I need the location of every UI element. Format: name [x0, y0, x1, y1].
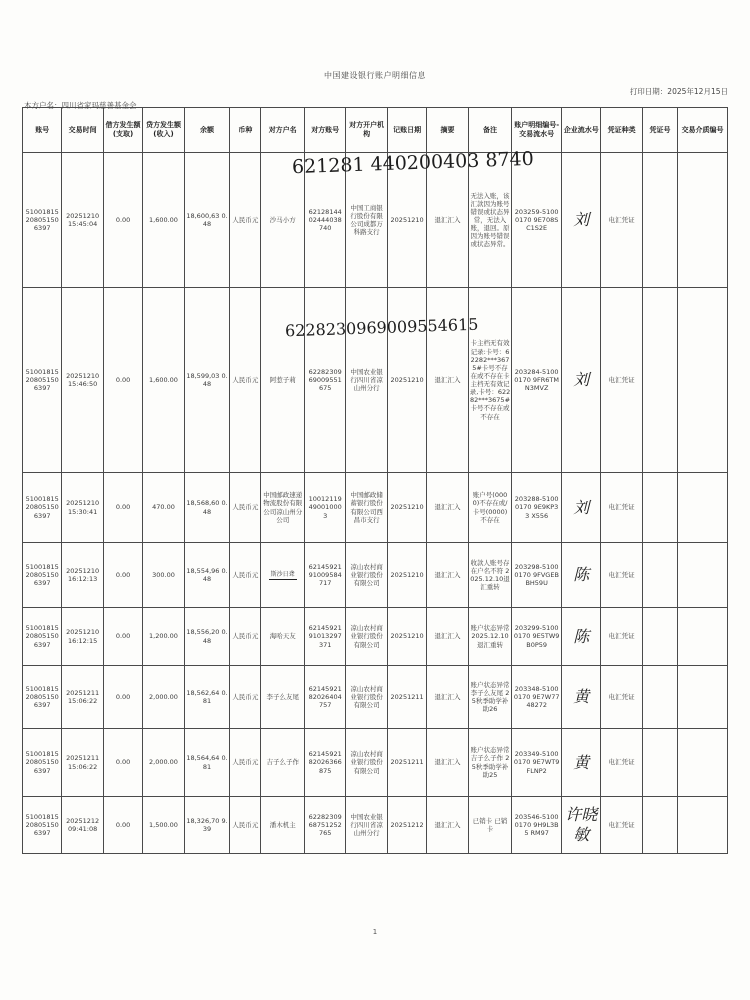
counterparty-account-cell: 62282309 68751252 765 — [304, 797, 345, 854]
debit-cell: 0.00 — [103, 797, 142, 854]
time-cell: 20251210 15:30:41 — [62, 473, 103, 543]
credit-cell: 1,600.00 — [143, 288, 184, 473]
handwritten-signature: 许晓敏 — [565, 805, 598, 844]
debit-cell: 0.00 — [103, 288, 142, 473]
table-row — [23, 473, 728, 543]
counterparty-bank-cell: 中国农业银行四川省凉山州分行 — [346, 797, 387, 854]
debit-cell: 0.00 — [103, 729, 142, 797]
page-number: 1 — [372, 928, 378, 936]
currency-cell: 人民币元 — [230, 608, 261, 666]
handwritten-signature: 刘 — [573, 210, 590, 229]
document-title: 中国建设银行账户明细信息 — [324, 71, 426, 80]
table-row — [23, 288, 728, 473]
detail-number-cell: 203546-51000170 9H9L3B5 RM97 — [512, 797, 562, 854]
balance-cell: 18,562,64 0.81 — [184, 666, 230, 729]
time-cell: 20251211 15:06:22 — [62, 729, 103, 797]
balance-cell: 18,554,96 0.48 — [184, 543, 230, 608]
column-header: 对方开户机构 — [346, 108, 387, 153]
voucher-type-cell: 电汇凭证 — [601, 543, 642, 608]
credit-cell: 2,000.00 — [143, 666, 184, 729]
account-cell: 51001815 20805150 6397 — [23, 729, 62, 797]
posting-date-cell: 20251210 — [387, 153, 426, 288]
handwritten-account-number: 6228230969009554615 — [284, 314, 479, 341]
column-header: 贷方发生额(收入) — [143, 108, 184, 153]
counterparty-account-cell: 62145921 82026366 875 — [304, 729, 345, 797]
counterparty-account-cell: 10012119 49001000 3 — [304, 473, 345, 543]
detail-number-cell: 203349-51000170 9E7WT9 FLNP2 — [512, 729, 562, 797]
detail-number-cell: 203288-51000170 9E9KP33 X556 — [512, 473, 562, 543]
voucher-type-cell: 电汇凭证 — [601, 729, 642, 797]
voucher-number-cell — [642, 543, 677, 608]
currency-cell: 人民币元 — [230, 797, 261, 854]
column-header: 凭证种类 — [601, 108, 642, 153]
counterparty-name-cell: 海哈天友 — [261, 608, 305, 666]
counterparty-bank-cell: 中国工商银行股份有限公司成都万科路支行 — [346, 153, 387, 288]
table-row — [23, 543, 728, 608]
voucher-number-cell — [642, 729, 677, 797]
currency-cell: 人民币元 — [230, 288, 261, 473]
balance-cell: 18,564,64 0.81 — [184, 729, 230, 797]
posting-date-cell: 20251210 — [387, 473, 426, 543]
detail-number-cell: 203348-51000170 9E7W77 48272 — [512, 666, 562, 729]
medium-number-cell — [678, 543, 728, 608]
handwritten-signature: 刘 — [573, 497, 590, 517]
posting-date-cell: 20251211 — [387, 729, 426, 797]
account-cell: 51001815 20805150 6397 — [23, 543, 62, 608]
enterprise-serial-cell — [562, 153, 601, 288]
balance-cell: 18,556,20 0.48 — [184, 608, 230, 666]
handwritten-signature: 刘 — [573, 370, 590, 389]
balance-cell: 18,568,60 0.48 — [184, 473, 230, 543]
counterparty-name-cell: 李子么友尾 — [261, 666, 305, 729]
debit-cell: 0.00 — [103, 666, 142, 729]
counterparty-bank-cell: 凉山农村商业银行股份有限公司 — [346, 666, 387, 729]
column-header: 记账日期 — [387, 108, 426, 153]
column-header: 对方账号 — [304, 108, 345, 153]
remark-cell: 账户号(0000)不存在或/卡号(0000)不存在 — [468, 473, 512, 543]
handwritten-signature: 黄 — [573, 687, 590, 706]
handwritten-account-number: 621281 440200403 8740 — [291, 147, 535, 179]
counterparty-account-cell: 62145921 91009584 717 — [304, 543, 345, 608]
column-header: 交易时间 — [62, 108, 103, 153]
posting-date-cell: 20251211 — [387, 666, 426, 729]
summary-cell: 退汇汇入 — [427, 797, 468, 854]
remark-cell: 账户状态异常 吉子么子作 25秋季助学补助25 — [468, 729, 512, 797]
column-header: 币种 — [230, 108, 261, 153]
column-header: 交易介质编号 — [678, 108, 728, 153]
medium-number-cell — [678, 473, 728, 543]
voucher-type-cell: 电汇凭证 — [601, 473, 642, 543]
voucher-number-cell — [642, 797, 677, 854]
summary-cell: 退汇汇入 — [427, 543, 468, 608]
medium-number-cell — [678, 153, 728, 288]
detail-number-cell: 203259-51000170 9E708S C1S2E — [512, 153, 562, 288]
voucher-type-cell: 电汇凭证 — [601, 153, 642, 288]
posting-date-cell: 20251210 — [387, 543, 426, 608]
summary-cell: 退汇汇入 — [427, 666, 468, 729]
remark-cell: 账户状态异常 李子么友尾 25秋季助学补助26 — [468, 666, 512, 729]
account-cell: 51001815 20805150 6397 — [23, 666, 62, 729]
balance-cell: 18,599,03 0.48 — [184, 288, 230, 473]
counterparty-name-cell: 中国邮政速递物流股份有限公司凉山州分公司 — [261, 473, 305, 543]
counterparty-name-cell: 潘木机主 — [261, 797, 305, 854]
time-cell: 20251210 16:12:13 — [62, 543, 103, 608]
remark-cell: 账户状态异常 2025.12.10退汇重转 — [468, 608, 512, 666]
account-cell: 51001815 20805150 6397 — [23, 153, 62, 288]
counterparty-account-cell: 62282309 69009551 675 — [304, 288, 345, 473]
debit-cell: 0.00 — [103, 543, 142, 608]
column-header: 企业流水号 — [562, 108, 601, 153]
time-cell: 20251210 16:12:15 — [62, 608, 103, 666]
enterprise-serial-cell — [562, 608, 601, 666]
debit-cell: 0.00 — [103, 608, 142, 666]
enterprise-serial-cell — [562, 288, 601, 473]
credit-cell: 1,600.00 — [143, 153, 184, 288]
column-header: 凭证号 — [642, 108, 677, 153]
credit-cell: 300.00 — [143, 543, 184, 608]
voucher-number-cell — [642, 666, 677, 729]
remark-cell: 卡主档无有效记录:卡号：62282***3675#卡号不存在或不存在卡主档无有效记录,卡号：62282***3675#卡号不存在或不存在 — [468, 288, 512, 473]
summary-cell: 退汇汇入 — [427, 608, 468, 666]
debit-cell: 0.00 — [103, 153, 142, 288]
account-cell: 51001815 20805150 6397 — [23, 797, 62, 854]
counterparty-bank-cell: 凉山农村商业银行股份有限公司 — [346, 608, 387, 666]
detail-number-cell: 203298-51000170 9FVGEB BH59U — [512, 543, 562, 608]
enterprise-serial-cell — [562, 473, 601, 543]
time-cell: 20251210 15:46:50 — [62, 288, 103, 473]
currency-cell: 人民币元 — [230, 666, 261, 729]
remark-cell: 无法入账，该汇款因为账号错误或状态异常，无法入账，退回。原因为账号错误或状态异常。 — [468, 153, 512, 288]
counterparty-name-cell: 吉子么子作 — [261, 729, 305, 797]
voucher-type-cell: 电汇凭证 — [601, 288, 642, 473]
enterprise-serial-cell — [562, 729, 601, 797]
credit-cell: 2,000.00 — [143, 729, 184, 797]
column-header: 摘要 — [427, 108, 468, 153]
summary-cell: 退汇汇入 — [427, 288, 468, 473]
account-owner: 本方户名：四川省家玛慈善基金会 — [24, 101, 137, 110]
voucher-type-cell: 电汇凭证 — [601, 666, 642, 729]
medium-number-cell — [678, 608, 728, 666]
counterparty-name-text: 斯沙日聋 — [270, 571, 295, 579]
column-header: 对方户名 — [261, 108, 305, 153]
summary-cell: 退汇汇入 — [427, 473, 468, 543]
voucher-number-cell — [642, 288, 677, 473]
counterparty-account-cell: 62128144 02444038 740 — [304, 153, 345, 288]
balance-cell: 18,326,70 9.39 — [184, 797, 230, 854]
enterprise-serial-cell — [562, 797, 601, 854]
counterparty-account-cell: 62145921 82026404 757 — [304, 666, 345, 729]
table-header-row — [23, 108, 728, 153]
currency-cell: 人民币元 — [230, 729, 261, 797]
counterparty-name-cell — [261, 543, 305, 608]
column-header: 账户明细编号-交易流水号 — [512, 108, 562, 153]
account-cell: 51001815 20805150 6397 — [23, 473, 62, 543]
detail-number-cell: 203299-51000170 9E5TW9 B0P59 — [512, 608, 562, 666]
counterparty-bank-cell: 中国邮政储蓄银行股份有限公司西昌市支行 — [346, 473, 387, 543]
currency-cell: 人民币元 — [230, 153, 261, 288]
voucher-type-cell: 电汇凭证 — [601, 608, 642, 666]
summary-cell: 退汇汇入 — [427, 729, 468, 797]
handwritten-signature: 黄 — [573, 752, 590, 772]
enterprise-serial-cell — [562, 543, 601, 608]
counterparty-account-cell: 62145921 91013297 371 — [304, 608, 345, 666]
posting-date-cell: 20251212 — [387, 797, 426, 854]
detail-number-cell: 203284-51000170 9FR6TM N3MVZ — [512, 288, 562, 473]
table-row — [23, 729, 728, 797]
remark-cell: 收款人账号存在户名不符 2025.12.10退汇重转 — [468, 543, 512, 608]
column-header: 账号 — [23, 108, 62, 153]
voucher-number-cell — [642, 608, 677, 666]
print-date: 打印日期：2025年12月15日 — [629, 87, 728, 96]
counterparty-name-cell: 沙马小方 — [261, 153, 305, 288]
currency-cell: 人民币元 — [230, 473, 261, 543]
voucher-number-cell — [642, 153, 677, 288]
medium-number-cell — [678, 729, 728, 797]
balance-cell: 18,600,63 0.48 — [184, 153, 230, 288]
handwritten-signature: 陈 — [573, 565, 590, 584]
debit-cell: 0.00 — [103, 473, 142, 543]
voucher-type-cell: 电汇凭证 — [601, 797, 642, 854]
posting-date-cell: 20251210 — [387, 608, 426, 666]
time-cell: 20251210 15:45:04 — [62, 153, 103, 288]
column-header: 借方发生额(支取) — [103, 108, 142, 153]
counterparty-bank-cell: 凉山农村商业银行股份有限公司 — [346, 729, 387, 797]
medium-number-cell — [678, 666, 728, 729]
table-row — [23, 797, 728, 854]
table-row — [23, 666, 728, 729]
time-cell: 20251212 09:41:08 — [62, 797, 103, 854]
currency-cell: 人民币元 — [230, 543, 261, 608]
account-cell: 51001815 20805150 6397 — [23, 608, 62, 666]
summary-cell: 退汇汇入 — [427, 153, 468, 288]
table-row — [23, 608, 728, 666]
remark-cell: 已销卡 已销卡 — [468, 797, 512, 854]
posting-date-cell: 20251210 — [387, 288, 426, 473]
column-header: 余额 — [184, 108, 230, 153]
enterprise-serial-cell — [562, 666, 601, 729]
credit-cell: 470.00 — [143, 473, 184, 543]
handwritten-signature: 陈 — [573, 626, 590, 646]
statement-table — [22, 107, 728, 854]
counterparty-bank-cell: 中国农业银行四川省凉山州分行 — [346, 288, 387, 473]
credit-cell: 1,200.00 — [143, 608, 184, 666]
counterparty-name-cell: 阿惹子莉 — [261, 288, 305, 473]
voucher-number-cell — [642, 473, 677, 543]
medium-number-cell — [678, 288, 728, 473]
account-cell: 51001815 20805150 6397 — [23, 288, 62, 473]
credit-cell: 1,500.00 — [143, 797, 184, 854]
medium-number-cell — [678, 797, 728, 854]
time-cell: 20251211 15:06:22 — [62, 666, 103, 729]
column-header: 备注 — [468, 108, 512, 153]
counterparty-bank-cell: 凉山农村商业银行股份有限公司 — [346, 543, 387, 608]
